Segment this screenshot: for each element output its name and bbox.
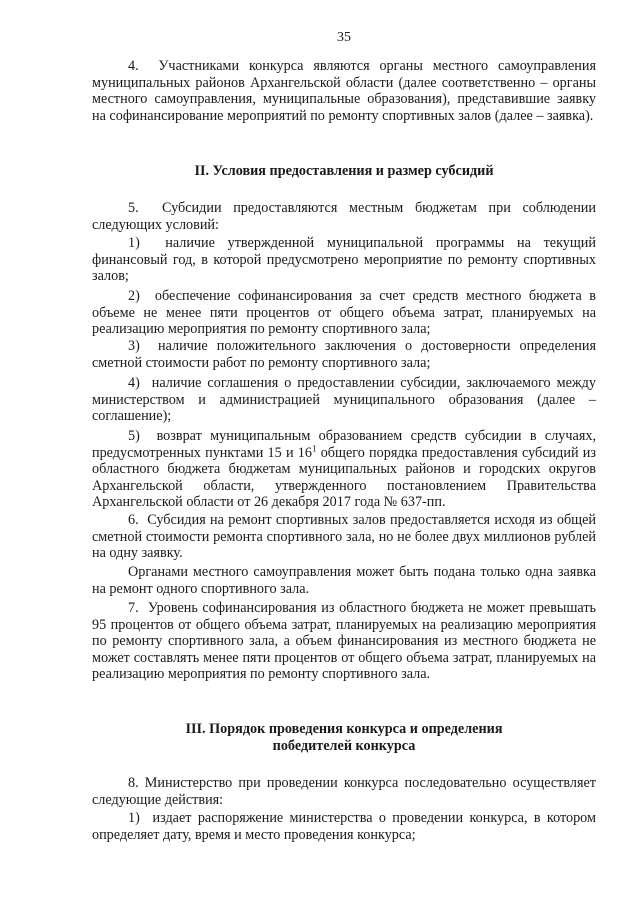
paragraph-7: 7. Уровень софинансирования из областного бюджета не может превышать 95 процентов от общего объема затрат, планируемых на реализацию мероприятия по ремонту спортивного зала, а объем финансирования из местного бюджета не может составлять менее пяти процентов от общего объема затрат, планируемых на реализацию мероприятия по ремонту спортивного зала. [92,600,596,683]
paragraph-5-item-2: 2) обеспечение софинансирования за счет средств местного бюджета в объеме не менее пяти процентов от общего объема затрат, планируемых на реализацию мероприятия по ремонту спортивного зала; [92,288,596,338]
footnote-superscript: 1 [311,442,317,453]
page-number: 35 [337,30,351,45]
section-3-heading-line-1: III. Порядок проведения конкурса и определения [185,721,503,737]
paragraph-8: 8. Министерство при проведении конкурса последовательно осуществляет следующие действия: [92,775,596,808]
paragraph-5-item-4: 4) наличие соглашения о предоставлении субсидии, заключаемого между министерством и администрацией муниципального образования (далее – соглашение); [92,375,596,425]
paragraph-5-item-1: 1) наличие утвержденной муниципальной программы на текущий финансовый год, в которой предусмотрено мероприятие по ремонту спортивных залов; [92,235,596,285]
paragraph-5-item-5-text-b: общего порядка предоставления субсидий из областного бюджета бюджетам муниципальных районов и городских округов Архангельской области, утвержденного постановлением Правительства Архангельской области от 26 декабря 2017 года № 637-пп. [92,444,596,511]
section-2-heading: II. Условия предоставления и размер субсидий [194,163,494,179]
paragraph-6: 6. Субсидия на ремонт спортивных залов предоставляется исходя из общей сметной стоимости ремонта спортивного зала, но не более двух миллионов рублей на одну заявку. [92,512,596,562]
section-3-heading [92,721,596,754]
paragraph-5-item-3: 3) наличие положительного заключения о достоверности определения сметной стоимости работ по ремонту спортивного зала; [92,338,596,371]
paragraph-4: 4. Участниками конкурса являются органы местного самоуправления муниципальных районов Архангельской области (далее соответственно – органы местного самоуправления, муниципальные образования), представившие заявку на софинансирование мероприятий по ремонту спортивных залов (далее – заявка). [92,58,596,124]
paragraph-8-item-1: 1) издает распоряжение министерства о проведении конкурса, в котором определяет дату, время и место проведения конкурса; [92,810,596,843]
section-3-heading-line-2: победителей конкурса [272,737,416,754]
paragraph-5-item-5-text-a: 5) возврат муниципальным образованием средств субсидии в случаях, предусмотренных пунктами 15 и 16 [92,428,596,461]
paragraph-5-item-5 [92,428,596,511]
paragraph-6-continued: Органами местного самоуправления может быть подана только одна заявка на ремонт одного спортивного зала. [92,564,596,597]
paragraph-5: 5. Субсидии предоставляются местным бюджетам при соблюдении следующих условий: [92,200,596,233]
